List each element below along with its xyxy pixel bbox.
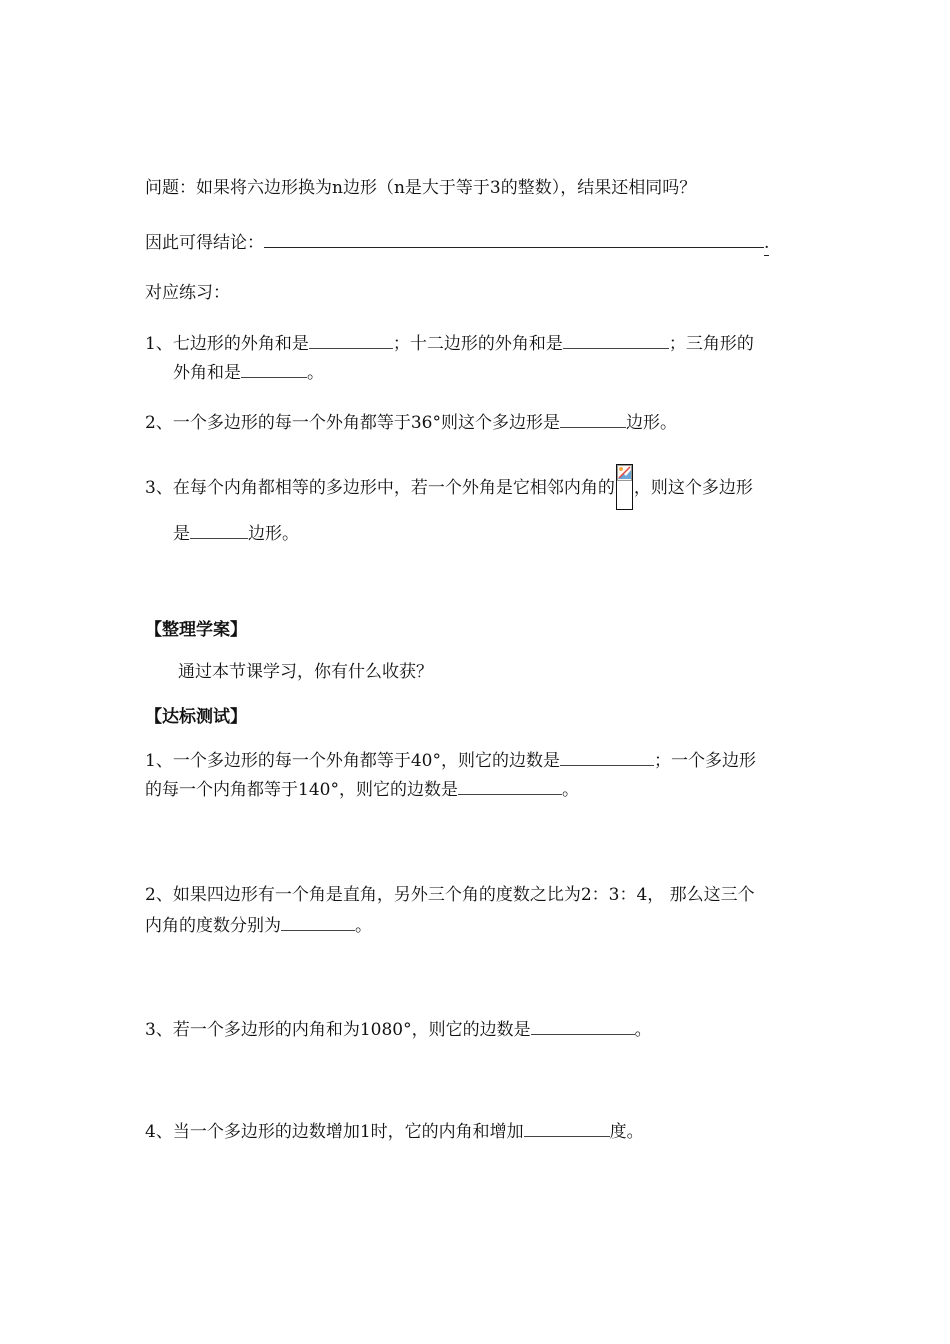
- practice-heading: [145, 281, 230, 305]
- practice-q3-line1: [145, 476, 753, 510]
- test-q3-blank[interactable]: [531, 1016, 635, 1035]
- test-q1-text-4: 。: [561, 780, 579, 800]
- summary-prompt: [178, 660, 433, 684]
- conclusion-label: 因此可得结论：: [145, 233, 264, 253]
- test-heading-text: 【达标测试】: [145, 707, 247, 727]
- summary-heading: [145, 618, 247, 642]
- test-q2-line2: [145, 912, 372, 938]
- test-q2-blank[interactable]: [281, 912, 355, 931]
- test-q1-blank-2[interactable]: [458, 776, 562, 795]
- test-heading: [145, 705, 247, 729]
- question-line: [145, 176, 696, 200]
- test-q1-text-2: ；一个多边形: [653, 751, 756, 771]
- test-q2-text-3: 。: [355, 916, 372, 936]
- test-q2-text-1: 2、如果四边形有一个角是直角，另外三个角的度数之比为2：3：4， 那么这三个: [145, 885, 755, 905]
- test-q2-text-2: 内角的度数分别为: [145, 916, 281, 936]
- conclusion-end: .: [764, 231, 769, 256]
- practice-q1-text-2: ；十二边形的外角和是: [392, 334, 563, 354]
- practice-q1-blank-3[interactable]: [241, 359, 307, 378]
- practice-q3-text-1: 3、在每个内角都相等的多边形中，若一个外角是它相邻内角的: [145, 478, 615, 498]
- practice-q1-text-3: ；三角形的: [668, 334, 754, 354]
- test-q3-text-1: 3、若一个多边形的内角和为1080°，则它的边数是: [145, 1020, 531, 1040]
- test-q4-text-2: 度。: [609, 1122, 644, 1142]
- test-q1-line1: [145, 747, 756, 773]
- test-q2-line1: [145, 883, 755, 907]
- practice-q3-blank[interactable]: [190, 520, 248, 539]
- practice-q3-image: [616, 464, 633, 510]
- question-text: 问题：如果将六边形换为n边形（n是大于等于3的整数），结果还相同吗？: [145, 178, 697, 198]
- summary-prompt-text: 通过本节课学习，你有什么收获？: [178, 662, 433, 682]
- practice-q1-text-4: 外角和是: [173, 363, 241, 383]
- test-q1-text-3: 的每一个内角都等于140°，则它的边数是: [145, 780, 458, 800]
- conclusion-line: [145, 229, 769, 256]
- conclusion-answer-blank[interactable]: [264, 229, 764, 248]
- practice-q3-line2: [173, 520, 299, 546]
- test-q4-line: [145, 1118, 644, 1144]
- practice-q3-text-2: ，则这个多边形: [633, 478, 753, 498]
- test-q3-text-2: 。: [634, 1020, 652, 1040]
- practice-q1-text-1: 1、七边形的外角和是: [145, 334, 309, 354]
- test-q1-text-1: 1、一个多边形的每一个外角都等于40°，则它的边数是: [145, 751, 560, 771]
- test-q1-blank-1[interactable]: [560, 747, 654, 766]
- practice-q1-line1: [145, 330, 754, 356]
- summary-heading-text: 【整理学案】: [145, 620, 247, 640]
- practice-q3-text-3: 是: [173, 524, 190, 544]
- practice-q2-line: [145, 409, 677, 435]
- practice-q2-blank[interactable]: [560, 409, 626, 428]
- practice-heading-text: 对应练习：: [145, 283, 230, 303]
- test-q3-line: [145, 1016, 652, 1042]
- practice-q1-text-5: 。: [307, 363, 324, 383]
- test-q4-text-1: 4、当一个多边形的边数增加1时，它的内角和增加: [145, 1122, 524, 1142]
- practice-q2-text-2: 边形。: [625, 413, 677, 433]
- test-q1-line2: [145, 776, 579, 802]
- broken-image-icon: [617, 465, 632, 481]
- practice-q1-line2: [173, 359, 324, 385]
- practice-q1-blank-2[interactable]: [563, 330, 669, 349]
- practice-q3-text-4: 边形。: [248, 524, 299, 544]
- practice-q2-text-1: 2、一个多边形的每一个外角都等于36°则这个多边形是: [145, 413, 560, 433]
- practice-q1-blank-1[interactable]: [309, 330, 393, 349]
- test-q4-blank[interactable]: [524, 1118, 610, 1137]
